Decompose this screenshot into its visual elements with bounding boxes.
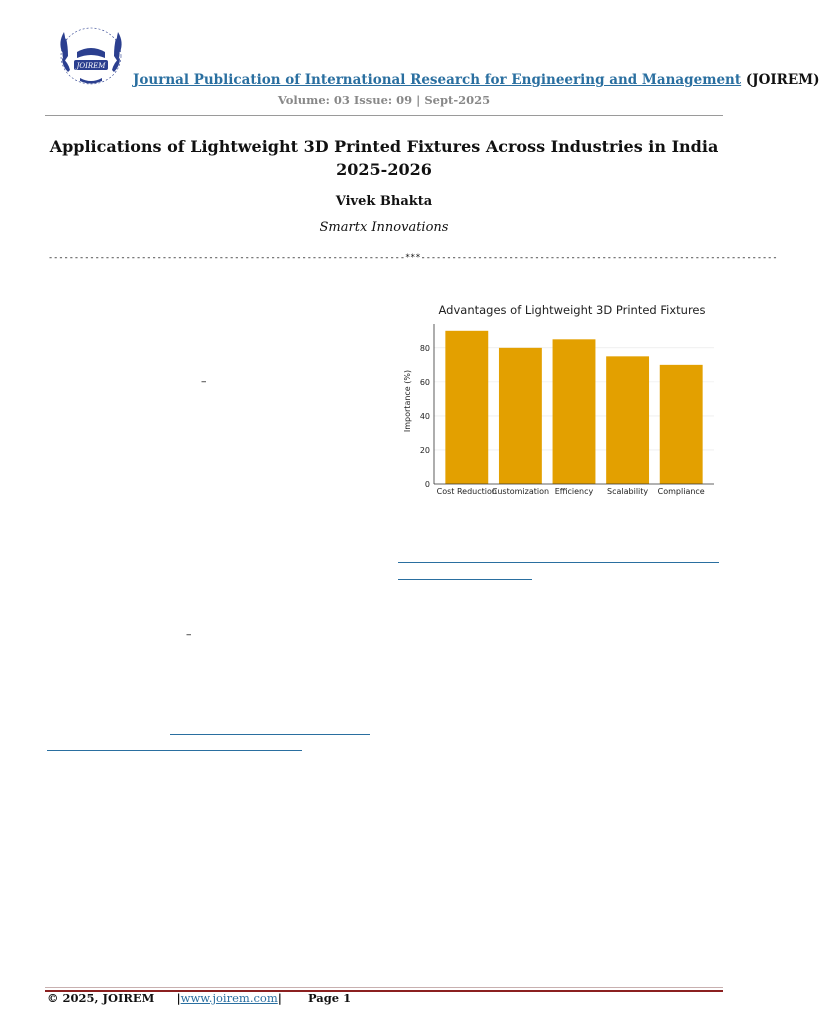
chart-bar-scalability bbox=[606, 356, 649, 484]
page-footer: © 2025, JOIREM |www.joirem.com| Page 1 bbox=[47, 991, 352, 1005]
header-divider bbox=[45, 115, 723, 116]
logo-lettering: JOIREM bbox=[76, 62, 106, 70]
author-affiliation: Smartx Innovations bbox=[319, 220, 449, 235]
footer-copyright: © 2025, JOIREM bbox=[47, 991, 155, 1005]
dash-mark: – bbox=[186, 628, 192, 641]
journal-header bbox=[133, 72, 820, 88]
reference-link-underline[interactable] bbox=[398, 562, 719, 563]
chart-y-axis-label: Importance (%) bbox=[403, 369, 412, 433]
chart-bar-efficiency bbox=[553, 339, 596, 484]
footer-url-link[interactable]: www.joirem.com bbox=[180, 991, 278, 1005]
dash-mark: – bbox=[201, 375, 207, 388]
reference-link-underline[interactable] bbox=[170, 734, 370, 735]
chart-y-tick-label: 40 bbox=[419, 411, 430, 421]
reference-link-underline[interactable] bbox=[398, 579, 532, 580]
chart-y-tick-label: 0 bbox=[424, 480, 430, 489]
chart-x-tick-label: Efficiency bbox=[554, 487, 594, 496]
issue-line: Volume: 03 Issue: 09 | Sept-2025 bbox=[277, 93, 491, 107]
chart-y-tick-label: 20 bbox=[419, 445, 430, 455]
paper-title: Applications of Lightweight 3D Printed Fixtures Across Industries in India 2025-2026 bbox=[49, 137, 719, 179]
reference-link-underline[interactable] bbox=[47, 750, 302, 751]
author-name: Vivek Bhakta bbox=[335, 194, 433, 209]
chart-x-tick-label: Cost Reduction bbox=[436, 487, 497, 496]
advantages-bar-chart bbox=[398, 298, 724, 504]
chart-bar-cost-reduction bbox=[445, 331, 488, 484]
chart-y-tick-label: 60 bbox=[419, 377, 430, 387]
chart-bar-customization bbox=[499, 348, 542, 484]
journal-link[interactable]: Journal Publication of International Research for Engineering and Management bbox=[133, 72, 742, 88]
chart-bar-compliance bbox=[660, 365, 703, 484]
chart-x-tick-label: Compliance bbox=[657, 487, 705, 496]
chart-x-tick-label: Customization bbox=[491, 487, 550, 496]
journal-logo bbox=[50, 22, 132, 88]
section-separator: ---------------------------------------------------------------------***--------------------------------------------------------------------- bbox=[48, 253, 778, 263]
footer-divider-light bbox=[45, 987, 723, 988]
chart-x-tick-label: Scalability bbox=[607, 487, 649, 496]
chart-y-tick-label: 80 bbox=[419, 343, 430, 353]
journal-abbr: (JOIREM) bbox=[745, 72, 820, 88]
chart-title: Advantages of Lightweight 3D Printed Fixtures bbox=[438, 303, 706, 317]
footer-page-number: Page 1 bbox=[307, 991, 352, 1005]
